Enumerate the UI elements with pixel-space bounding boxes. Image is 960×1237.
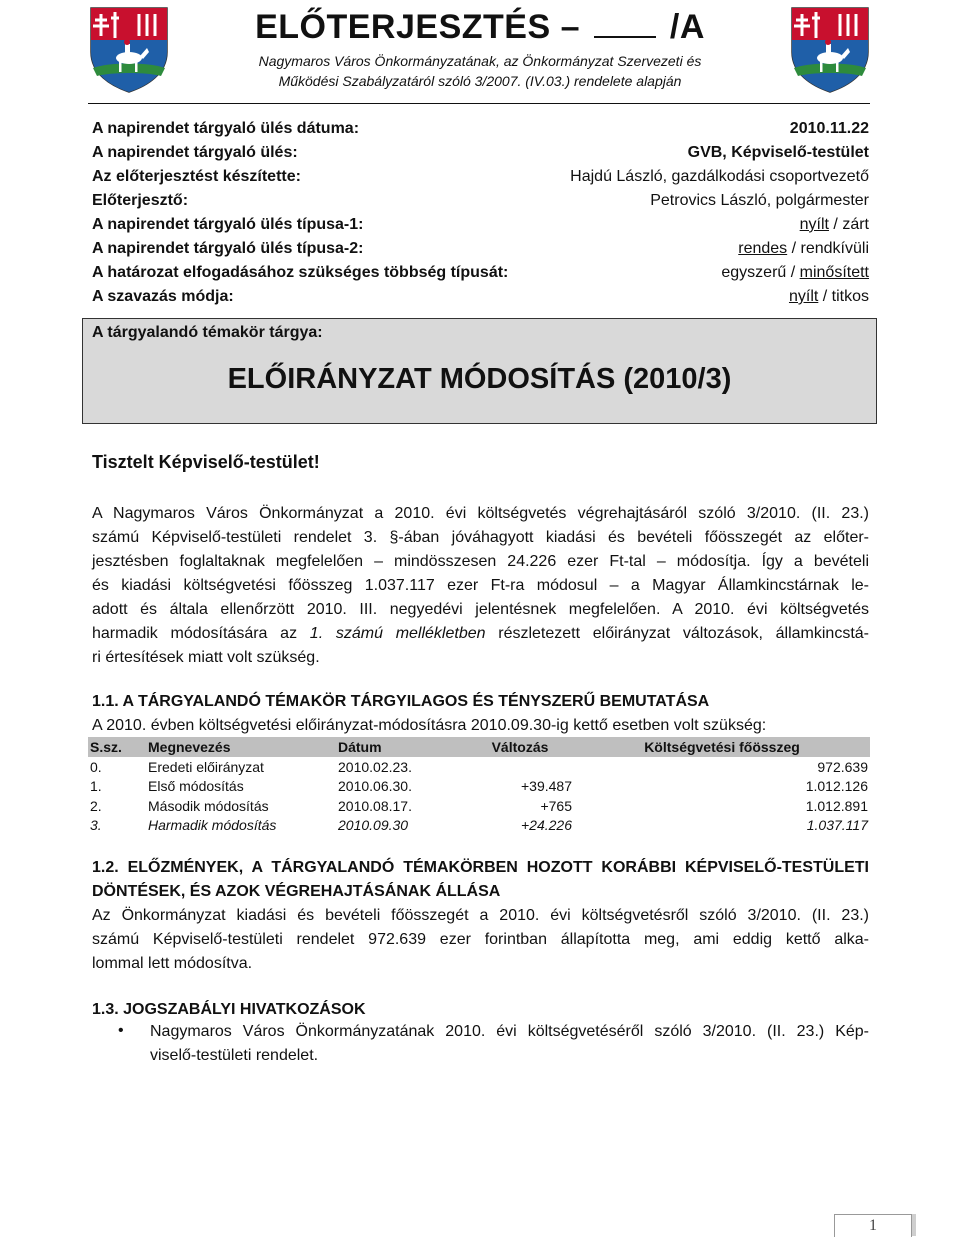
option-selected: nyílt [788, 288, 819, 305]
meta-row-session-type-1 [92, 216, 869, 238]
budget-modifications-table [88, 737, 870, 835]
table-row [88, 816, 870, 836]
table-cell: 1.037.117 [806, 817, 868, 834]
column-header: Költségvetési főösszeg [574, 737, 870, 757]
header-divider [88, 103, 870, 104]
title-right: /A [669, 8, 705, 46]
paragraph-line: jesztésben foglaltaknak megfelelően – mindösszesen 24.226 ezer Ft-tal – módosítja. Így a bevételi [92, 553, 869, 570]
paragraph-line: Az Önkormányzat kiadási és bevételi főösszegét a 2010. évi költségvetésről szóló 3/2010. (II. 23.) [92, 907, 869, 924]
option: titkos [831, 288, 869, 305]
greeting: Tisztelt Képviselő-testület! [92, 452, 320, 472]
meta-value: Petrovics László, polgármester [650, 192, 869, 209]
meta-label: A napirendet tárgyaló ülés: [92, 144, 298, 161]
table-header-row [88, 737, 870, 757]
option: zárt [842, 216, 869, 233]
page-number: 1 [834, 1214, 912, 1237]
table-cell: 1.012.891 [805, 797, 868, 814]
table-cell: 1.012.126 [805, 778, 868, 795]
subtitle-line-1: Nagymaros Város Önkormányzatának, az Önkormányzat Szervezeti és [258, 53, 702, 69]
table-cell: 3. [90, 817, 102, 834]
meta-value [800, 216, 869, 234]
table-row [88, 777, 870, 797]
section-1-1-text [92, 714, 869, 738]
column-header: Megnevezés [146, 737, 336, 757]
section-heading-1-3 [92, 998, 869, 1022]
meta-value: GVB, Képviselő-testület [687, 144, 869, 161]
option-separator: / [818, 288, 832, 305]
table-cell: Harmadik módosítás [148, 817, 277, 834]
table-cell: 2. [90, 797, 102, 814]
topic-label: A tárgyalandó témakör tárgya: [92, 324, 323, 341]
table-cell: 972.639 [817, 758, 868, 775]
paragraph-line: adott és általa ellenőrzött 2010. III. negyedévi jelentésnek megfelelően. A 2010. évi költségvetés [92, 601, 869, 618]
meta-label: A napirendet tárgyaló ülés dátuma: [92, 120, 360, 137]
meta-label: A szavazás módja: [92, 288, 234, 305]
table-cell: 1. [90, 778, 102, 795]
option-separator: / [787, 240, 801, 257]
heading-line: 1.3. JOGSZABÁLYI HIVATKOZÁSOK [92, 1001, 366, 1018]
meta-value [721, 264, 869, 282]
meta-row-presenter [92, 192, 869, 214]
option-separator: / [828, 216, 843, 233]
meta-row-majority-type [92, 264, 869, 286]
table-cell: 2010.02.23. [338, 758, 412, 775]
table-cell: +39.487 [521, 778, 572, 795]
table-cell: Második módosítás [148, 797, 269, 814]
heading-line: 1.1. A TÁRGYALANDÓ TÉMAKÖR TÁRGYILAGOS ÉS TÉNYSZERŰ BEMUTATÁSA [92, 693, 710, 710]
table-cell: +765 [540, 797, 572, 814]
meta-label: Az előterjesztést készítette: [92, 168, 301, 185]
table-cell [466, 757, 574, 777]
table-cell: 2010.09.30 [338, 817, 409, 834]
section-1-2-text [92, 904, 869, 976]
item-line: Nagymaros Város Önkormányzatának 2010. évi költségvetéséről szóló 3/2010. (II. 23.) Kép- [150, 1023, 869, 1040]
page-number-shadow [912, 1214, 916, 1236]
paragraph-line: lommal lett módosítva. [92, 955, 253, 972]
option: rendkívüli [800, 240, 869, 257]
topic-title: ELŐIRÁNYZAT MÓDOSÍTÁS (2010/3) [227, 363, 732, 395]
table-cell: 2010.08.17. [338, 797, 412, 814]
legal-reference-item [150, 1020, 869, 1068]
text-run: harmadik módosítására az [92, 625, 310, 642]
table-cell: 2010.06.30. [338, 778, 412, 795]
paragraph-line [92, 622, 869, 646]
heading-line: DÖNTÉSEK, ÉS AZOK VÉGREHAJTÁSÁNAK ÁLLÁSA [92, 883, 501, 900]
meta-row-prepared-by [92, 168, 869, 190]
paragraph-line: A 2010. évben költségvetési előirányzat-módosításra 2010.09.30-ig kettő esetben volt szükség: [92, 717, 767, 734]
option-separator: / [786, 264, 800, 281]
column-header: Változás [466, 737, 574, 757]
meta-label: A határozat elfogadásához szükséges többség típusát: [92, 264, 509, 281]
meta-row-voting-method [92, 288, 869, 310]
paragraph-line: és kiadási költségvetési főösszeg 1.037.117 ezer Ft-ra módosul – a Magyar Államkincstárnak le- [92, 577, 869, 594]
section-heading-1-1 [92, 690, 869, 714]
meta-label: Előterjesztő: [92, 192, 189, 209]
document-title [150, 8, 810, 47]
option-selected: minősített [799, 264, 869, 281]
item-line: viselő-testületi rendelet. [150, 1047, 319, 1064]
heading-line: 1.2. ELŐZMÉNYEK, A TÁRGYALANDÓ TÉMAKÖRBEN HOZOTT KORÁBBI KÉPVISELŐ-TESTÜLETI [92, 859, 869, 876]
section-heading-1-2 [92, 856, 869, 904]
option: egyszerű [721, 264, 787, 281]
meta-row-date [92, 120, 869, 142]
meta-label: A napirendet tárgyaló ülés típusa-2: [92, 240, 364, 257]
text-run: részletezett előirányzat változások, államkincstá- [485, 625, 869, 642]
paragraph-line: számú Képviselő-testületi rendelet 3. §-ában jóváhagyott kiadási és bevételi főösszegét az előter- [92, 529, 869, 546]
annex-reference: 1. számú mellékletben [309, 625, 486, 642]
title-left: ELŐTERJESZTÉS – [255, 8, 580, 46]
meta-row-session-type-2 [92, 240, 869, 262]
column-header: S.sz. [88, 737, 146, 757]
paragraph-line: számú Képviselő-testületi rendelet 972.639 ezer forintban állapította meg, ami eddig kettő alka- [92, 931, 869, 948]
option-selected: nyílt [799, 216, 829, 233]
table-cell: 0. [90, 758, 102, 775]
meta-value: 2010.11.22 [789, 120, 869, 137]
table-cell: Első módosítás [148, 778, 244, 795]
topic-box [82, 318, 877, 424]
meta-row-meeting [92, 144, 869, 166]
number-blank [594, 12, 656, 38]
table-row [88, 757, 870, 777]
meta-value [789, 288, 869, 306]
subtitle-line-2: Működési Szabályzatáról szóló 3/2007. (IV.03.) rendelete alapján [278, 73, 682, 89]
paragraph-line: A Nagymaros Város Önkormányzat a 2010. évi költségvetés végrehajtásáról szóló 3/2010. (II. 23.) [92, 505, 869, 522]
table-row [88, 796, 870, 816]
meta-label: A napirendet tárgyaló ülés típusa-1: [92, 216, 364, 233]
meta-value: Hajdú László, gazdálkodási csoportvezető [570, 168, 869, 185]
paragraph-line: ri értesítések miatt volt szükség. [92, 649, 320, 666]
table-cell: Eredeti előirányzat [148, 758, 264, 775]
column-header: Dátum [336, 737, 466, 757]
option-selected: rendes [738, 240, 788, 257]
intro-paragraph [92, 502, 869, 670]
meta-value [738, 240, 869, 258]
bullet-icon: • [118, 1022, 124, 1039]
table-cell: +24.226 [521, 817, 572, 834]
